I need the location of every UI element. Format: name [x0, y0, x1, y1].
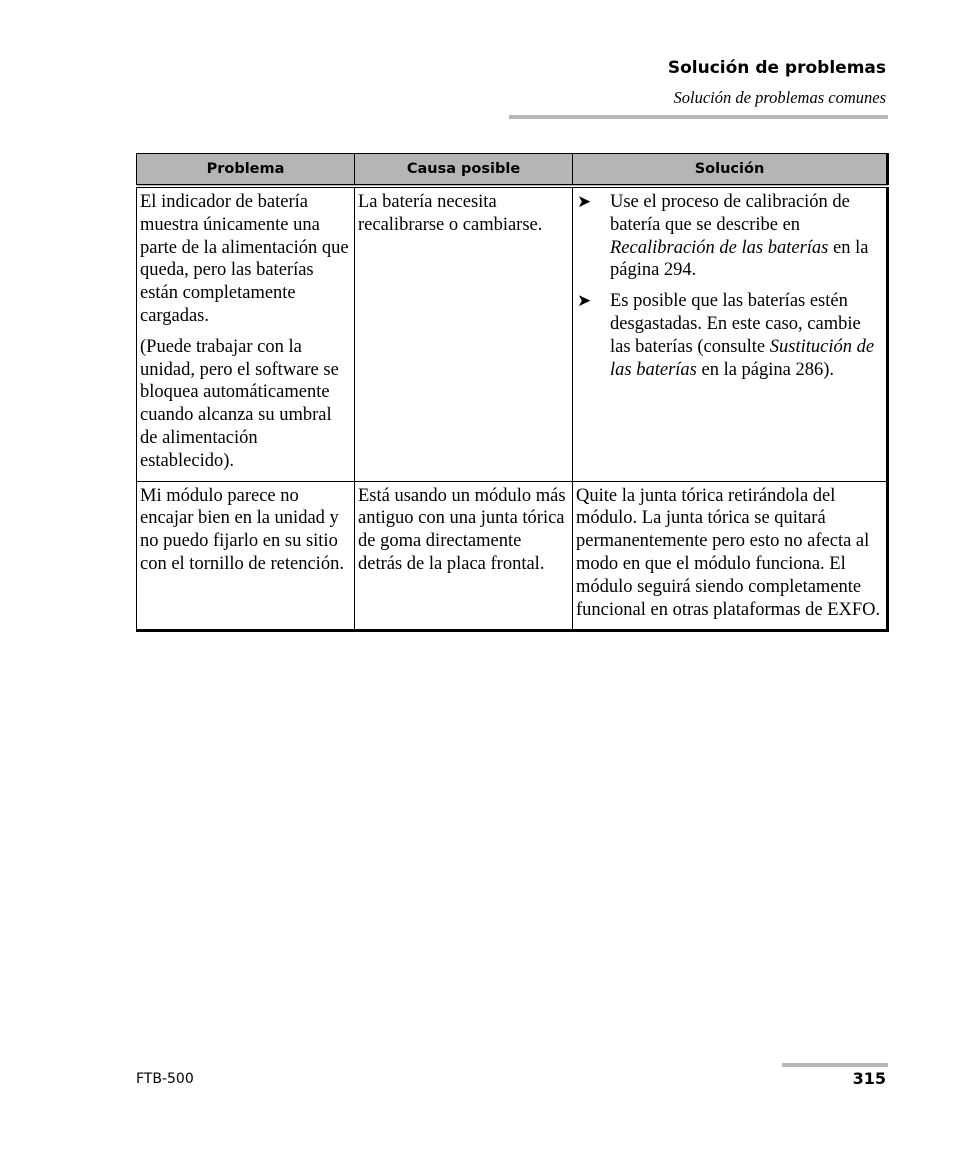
cause-cell: [355, 186, 573, 481]
footer-divider: [782, 1063, 888, 1067]
table-header-row: [137, 154, 888, 187]
page-number: 315: [852, 1069, 886, 1088]
problem-cell: [137, 186, 355, 481]
solution-item: [576, 191, 883, 282]
solution-item: [576, 290, 883, 381]
cross-reference-link[interactable]: Sustitución de las baterías: [610, 336, 875, 380]
problem-text: El indicador de batería muestra únicamente una parte de la alimentación que queda, pero las baterías están completamente cargadas.: [140, 192, 349, 326]
header-divider: [509, 115, 888, 119]
problem-note: (Puede trabajar con la unidad, pero el software se bloquea automáticamente cuando alcanza su umbral de alimentación establecido).: [140, 336, 339, 471]
cause-text: Está usando un módulo más antiguo con una junta tórica de goma directamente detrás de la placa frontal.: [358, 485, 566, 574]
troubleshooting-table: [136, 153, 889, 632]
column-header-solution: Solución: [573, 154, 888, 187]
solution-text: Use el proceso de calibración de batería que se describe en: [610, 192, 850, 235]
cause-cell: [355, 481, 573, 631]
problem-cell: [137, 481, 355, 631]
solution-text: en la página 286).: [696, 359, 835, 380]
solution-cell: [573, 186, 888, 481]
running-header-title: Solución de problemas: [667, 58, 886, 78]
table-row: [137, 481, 888, 631]
cross-reference-link[interactable]: Recalibración de las baterías: [610, 237, 829, 258]
solution-list: [576, 191, 883, 381]
problem-text: Mi módulo parece no encajar bien en la unidad y no puedo fijarlo en su sitio con el tornillo de retención.: [140, 485, 344, 574]
cause-text: La batería necesita recalibrarse o cambiarse.: [358, 192, 543, 235]
table-row: [137, 186, 888, 481]
solution-cell: [573, 481, 888, 631]
column-header-problem: Problema: [137, 154, 355, 187]
column-header-cause: Causa posible: [355, 154, 573, 187]
arrow-bullet-icon: ➤: [577, 291, 592, 311]
solution-text: en la página 294.: [610, 237, 869, 281]
solution-text: Quite la junta tórica retirándola del módulo. La junta tórica se quitará permanentemente pero esto no afecta al modo en que el módulo funciona. El módulo seguirá siendo completamente funcional en otras plataformas de EXFO.: [576, 485, 881, 620]
solution-text: Es posible que las baterías estén desgastadas. En este caso, cambie las baterías (consulte: [610, 291, 861, 357]
footer-product-name: FTB-500: [136, 1071, 194, 1087]
arrow-bullet-icon: ➤: [577, 192, 592, 211]
running-header-subtitle: Solución de problemas comunes: [673, 88, 886, 107]
